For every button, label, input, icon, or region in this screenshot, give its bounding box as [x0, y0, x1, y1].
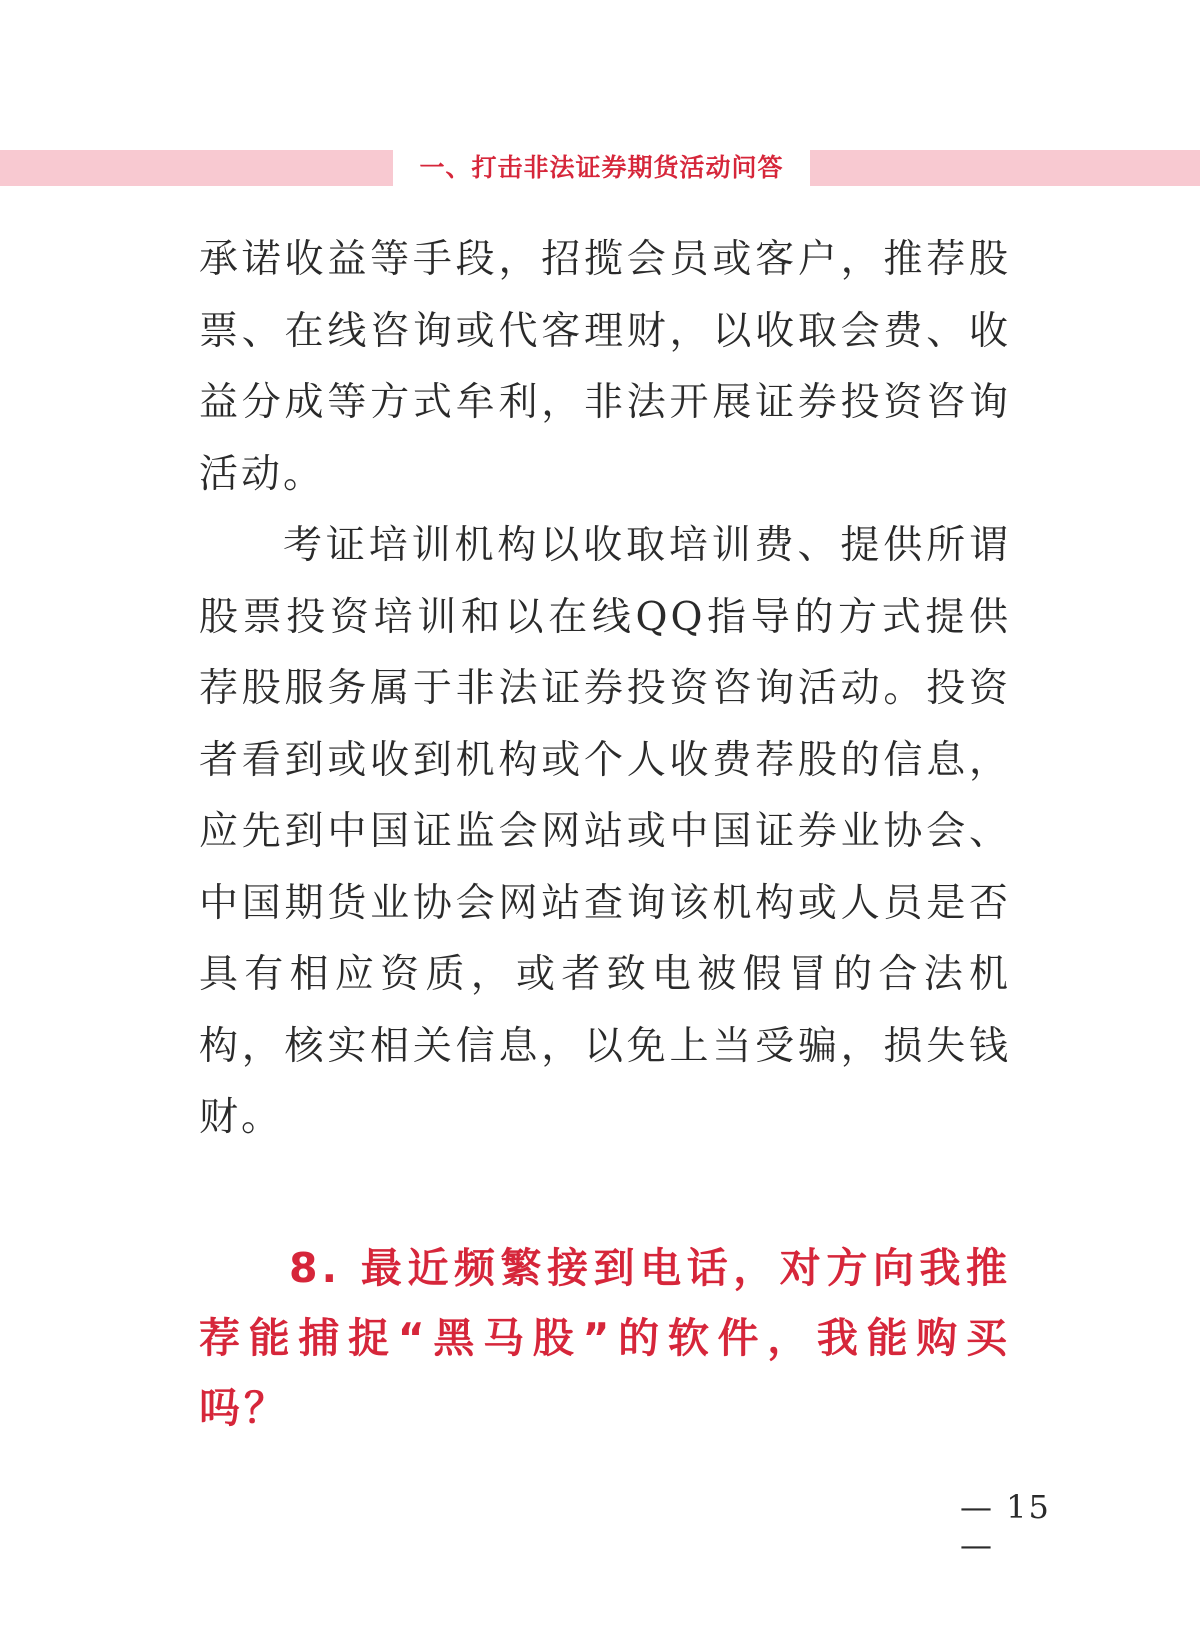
section-title: 一、打击非法证券期货活动问答 [419, 153, 784, 182]
section-header [0, 150, 1200, 186]
header-band-right [810, 150, 1200, 186]
question-heading: 8. 最近频繁接到电话，对方向我推荐能捕捉“黑马股”的软件，我能购买吗？ [199, 1244, 1011, 1432]
body-paragraph-continued: 承诺收益等手段，招揽会员或客户，推荐股票、在线咨询或代客理财，以收取会费、收益分成等方式牟利，非法开展证券投资咨询活动。 [199, 237, 1011, 497]
body-text [199, 224, 1011, 1154]
header-band-left [0, 150, 393, 186]
body-paragraph: 考证培训机构以收取培训费、提供所谓股票投资培训和以在线QQ指导的方式提供荐股服务属于非法证券投资咨询活动。投资者看到或收到机构或个人收费荐股的信息，应先到中国证监会网站或中国证券业协会、中国期货业协会网站查询该机构或人员是否具有相应资质，或者致电被假冒的合法机构，核实相关信息，以免上当受骗，损失钱财。 [199, 523, 1011, 1140]
page-number: — 15 — [960, 1488, 1051, 1564]
